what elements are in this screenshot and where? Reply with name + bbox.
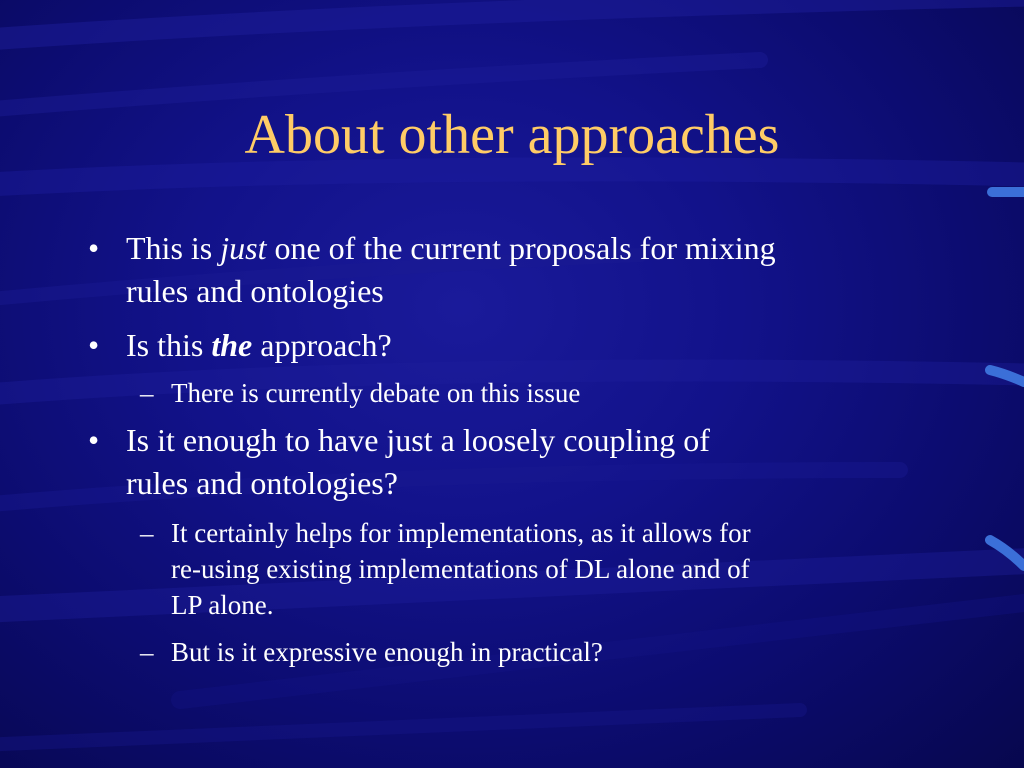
sub-bullet-text-continued: LP alone. [171,590,274,620]
sub-bullet-marker: – [140,637,154,667]
bullet-marker: • [88,327,100,363]
sub-bullet-marker: – [140,518,154,548]
sub-bullet-text: It certainly helps for implementations, as it allows for [171,518,751,548]
sub-bullet-item [140,634,1000,670]
streak [0,0,1024,40]
bullet-item [88,324,988,367]
sub-bullet-text: But is it expressive enough in practical? [171,637,603,667]
streak [0,710,800,745]
bullet-item [88,227,988,313]
emphasis-text: just [220,230,267,266]
streak [0,169,1024,185]
bullet-text: Is it enough to have just a loosely coupling of [126,422,710,458]
bullet-text-continued: rules and ontologies? [126,465,398,501]
bullet-item [88,419,988,505]
bullet-text: Is this the approach? [126,327,392,363]
emphasis-text: the [211,327,253,363]
bullet-marker: • [88,422,100,458]
sub-bullet-item [140,515,1000,623]
sub-bullet-item [140,375,1000,411]
bullet-marker: • [88,230,100,266]
sub-bullet-text-continued: re-using existing implementations of DL alone and of [171,554,750,584]
slide-title: About other approaches [244,104,780,166]
sub-bullet-marker: – [140,378,154,408]
bullet-text: This is just one of the current proposals for mixing [126,230,776,266]
sub-bullet-text: There is currently debate on this issue [171,378,581,408]
bullet-text-continued: rules and ontologies [126,273,384,309]
